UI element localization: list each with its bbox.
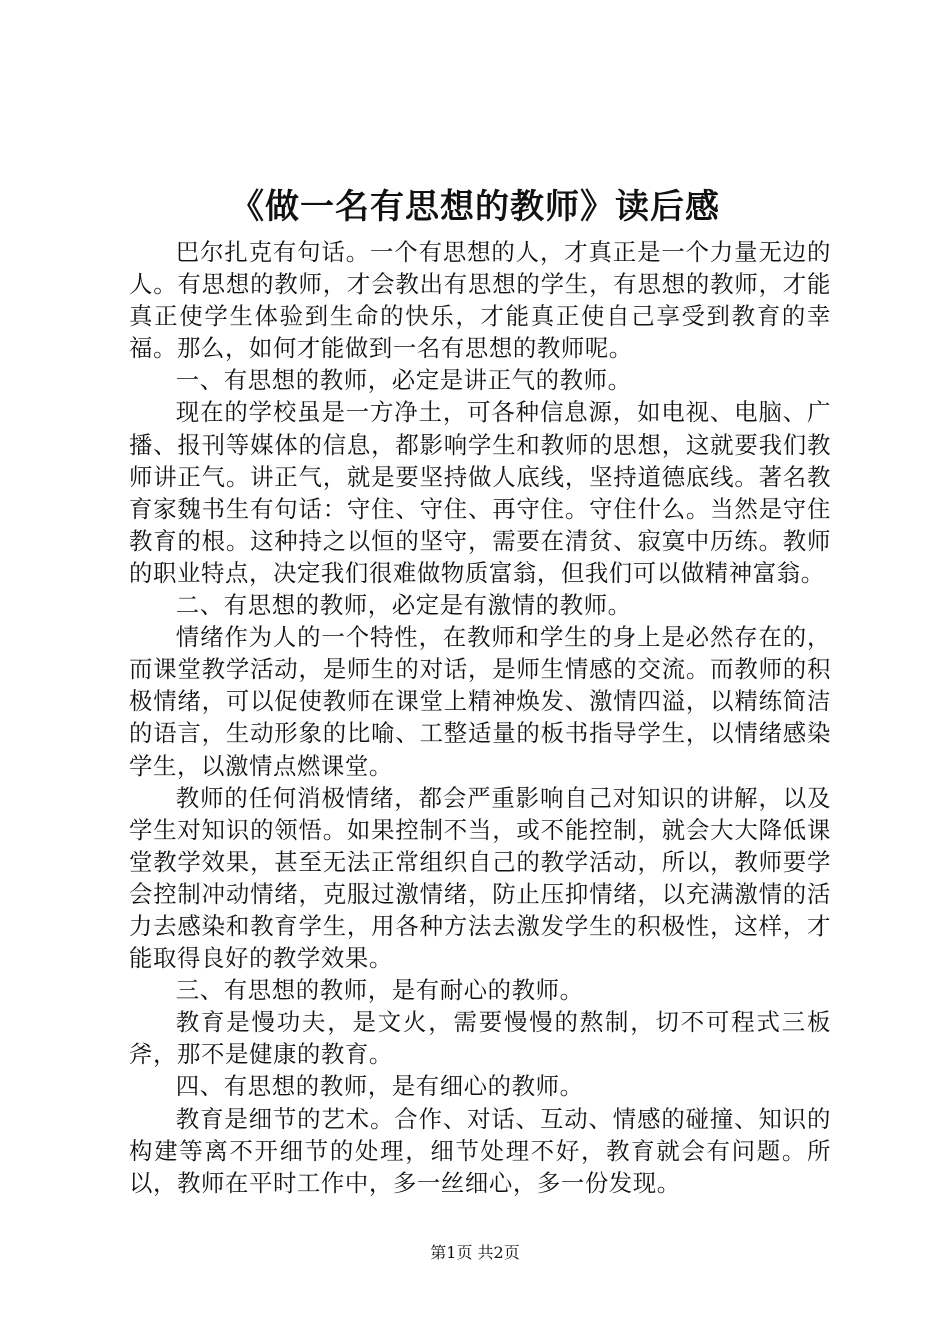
paragraph-section-2a: 情绪作为人的一个特性，在教师和学生的身上是必然存在的，而课堂教学活动，是师生的对话，是师生情感的交流。而教师的积极情绪，可以促使教师在课堂上精神焕发、激情四溢，以精练简洁的语言，生动形象的比喻、工整适量的板书指导学生，以情绪感染学生，以激情点燃课堂。	[129, 623, 831, 780]
paragraph-section-3: 教育是慢功夫，是文火，需要慢慢的熬制，切不可程式三板斧，那不是健康的教育。	[129, 1008, 831, 1069]
document-title: 《做一名有思想的教师》读后感	[230, 187, 720, 227]
section-heading-4: 四、有思想的教师，是有细心的教师。	[175, 1072, 584, 1101]
paragraph-intro: 巴尔扎克有句话。一个有思想的人，才真正是一个力量无边的人。有思想的教师，才会教出有思想的学生，有思想的教师，才能真正使学生体验到生命的快乐，才能真正使自己享受到教育的幸福。那么，如何才能做到一名有思想的教师呢。	[129, 238, 831, 363]
paragraph-section-1: 现在的学校虽是一方净土，可各种信息源，如电视、电脑、广播、报刊等媒体的信息，都影响学生和教师的思想，这就要我们教师讲正气。讲正气，就是要坚持做人底线，坚持道德底线。著名教育家魏书生有句话：守住、守住、再守住。守住什么。当然是守住教育的根。这种持之以恒的坚守，需要在清贫、寂寞中历练。教师的职业特点，决定我们很难做物质富翁，但我们可以做精神富翁。	[129, 398, 831, 587]
paragraph-section-4: 教育是细节的艺术。合作、对话、互动、情感的碰撞、知识的构建等离不开细节的处理，细节处理不好，教育就会有问题。所以，教师在平时工作中，多一丝细心，多一份发现。	[129, 1104, 831, 1197]
section-heading-1: 一、有思想的教师，必定是讲正气的教师。	[175, 366, 632, 395]
paragraph-section-2b: 教师的任何消极情绪，都会严重影响自己对知识的讲解，以及学生对知识的领悟。如果控制不当，或不能控制，就会大大降低课堂教学效果，甚至无法正常组织自己的教学活动，所以，教师要学会控制冲动情绪，克服过激情绪，防止压抑情绪，以充满激情的活力去感染和教育学生，用各种方法去激发学生的积极性，这样，才能取得良好的教学效果。	[129, 783, 831, 973]
section-heading-3: 三、有思想的教师，是有耐心的教师。	[175, 976, 584, 1005]
section-heading-2: 二、有思想的教师，必定是有激情的教师。	[175, 591, 632, 620]
document-body	[129, 236, 831, 1199]
page-number-footer: 第1页 共2页	[430, 1243, 520, 1262]
